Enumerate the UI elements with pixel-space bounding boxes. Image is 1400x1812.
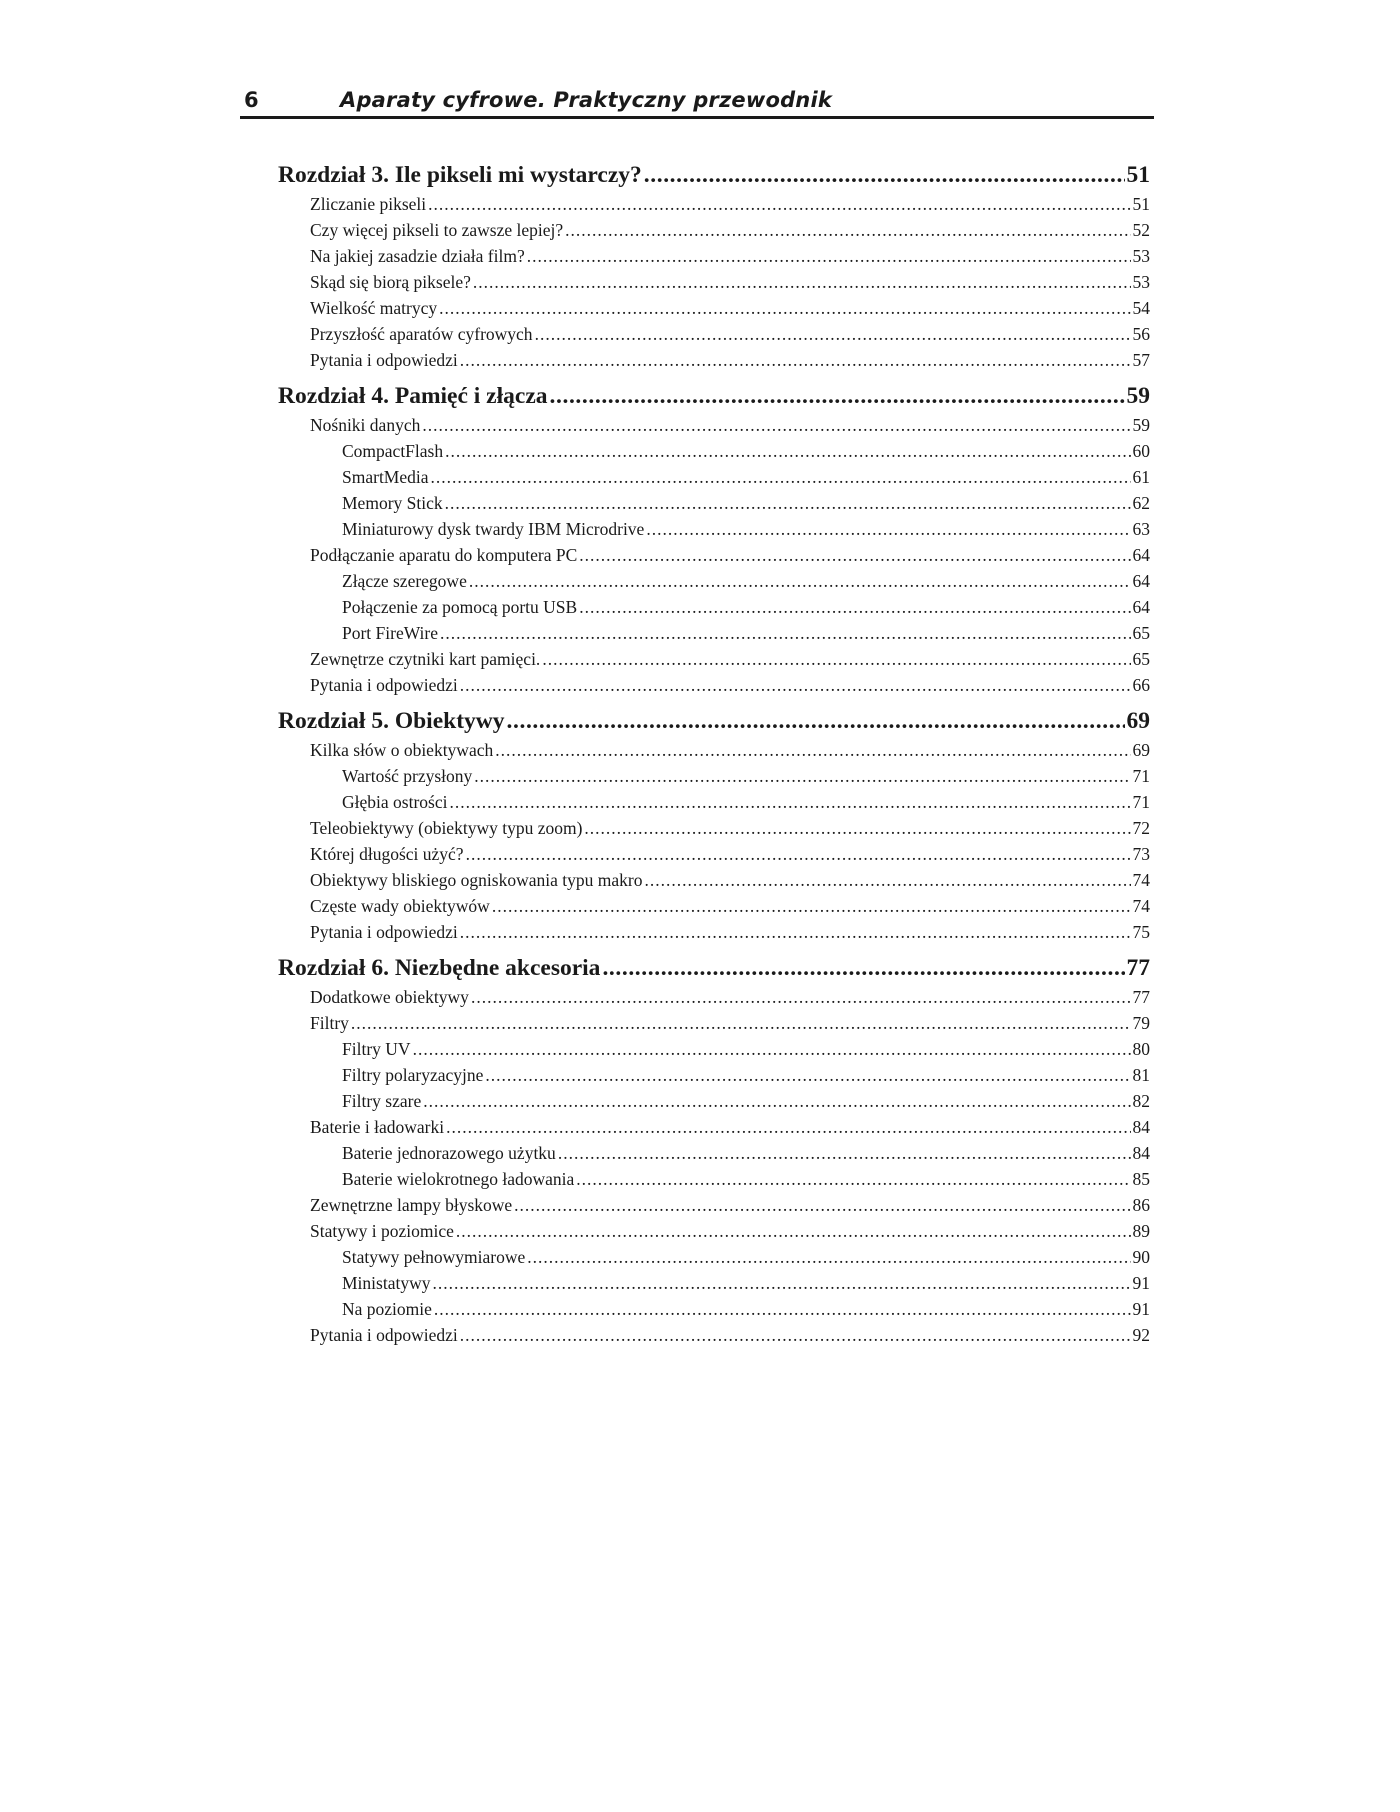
toc-leader-dots xyxy=(456,1218,1131,1244)
toc-leader-dots xyxy=(445,438,1130,464)
toc-entry-title: Podłączanie aparatu do komputera PC xyxy=(310,545,578,565)
toc-entry[interactable] xyxy=(278,646,1150,672)
toc-entry-title: Na jakiej zasadzie działa film? xyxy=(310,246,525,266)
toc-entry-title: Filtry polaryzacyjne xyxy=(342,1065,484,1085)
toc-entry-page: 84 xyxy=(1132,1143,1150,1163)
toc-entry-page: 69 xyxy=(1132,740,1150,760)
toc-entry-page: 74 xyxy=(1132,870,1150,890)
toc-chapter-page: 51 xyxy=(1126,162,1150,188)
toc-chapter-title: Rozdział 3. Ile pikseli mi wystarczy? xyxy=(278,162,642,188)
toc-entry-page: 62 xyxy=(1132,493,1150,513)
toc-entry[interactable] xyxy=(278,295,1150,321)
toc-leader-dots xyxy=(535,321,1131,347)
toc-entry[interactable] xyxy=(278,1296,1150,1322)
toc-leader-dots xyxy=(507,706,1125,737)
toc-leader-dots xyxy=(413,1036,1131,1062)
toc-entry[interactable] xyxy=(278,1218,1150,1244)
toc-entry-page: 53 xyxy=(1132,272,1150,292)
toc-entry-title: Obiektywy bliskiego ogniskowania typu makro xyxy=(310,870,643,890)
toc-entry-title: Kilka słów o obiektywach xyxy=(310,740,494,760)
toc-entry-title: Na poziomie xyxy=(342,1299,432,1319)
toc-chapter-page: 77 xyxy=(1126,955,1150,981)
toc-entry[interactable] xyxy=(278,1192,1150,1218)
toc-leader-dots xyxy=(527,1244,1130,1270)
toc-entry-title: Wielkość matrycy xyxy=(310,298,438,318)
toc-leader-dots xyxy=(432,1270,1130,1296)
toc-leader-dots xyxy=(460,672,1131,698)
toc-leader-dots xyxy=(646,516,1130,542)
toc-entry-title: Złącze szeregowe xyxy=(342,571,467,591)
toc-entry-page: 91 xyxy=(1132,1299,1150,1319)
toc-chapter-page: 69 xyxy=(1126,708,1150,734)
toc-entry[interactable] xyxy=(278,1010,1150,1036)
toc-entry[interactable] xyxy=(278,269,1150,295)
toc-entry-title: Pytania i odpowiedzi xyxy=(310,922,458,942)
toc-leader-dots xyxy=(550,381,1125,412)
toc-entry-title: Filtry szare xyxy=(342,1091,422,1111)
toc-entry[interactable] xyxy=(278,594,1150,620)
toc-entry-page: 79 xyxy=(1132,1013,1150,1033)
toc-leader-dots xyxy=(602,953,1124,984)
toc-entry-title: Głębia ostrości xyxy=(342,792,448,812)
toc-leader-dots xyxy=(422,412,1130,438)
toc-entry-page: 65 xyxy=(1132,649,1150,669)
toc-entry-page: 72 xyxy=(1132,818,1150,838)
toc-entry-page: 56 xyxy=(1132,324,1150,344)
toc-leader-dots xyxy=(445,490,1131,516)
toc-entry[interactable] xyxy=(278,321,1150,347)
toc-entry-title: Częste wady obiektywów xyxy=(310,896,490,916)
toc-entry[interactable] xyxy=(278,568,1150,594)
toc-entry-title: Zliczanie pikseli xyxy=(310,194,427,214)
toc-leader-dots xyxy=(584,815,1130,841)
toc-entry-page: 64 xyxy=(1132,571,1150,591)
toc-entry[interactable] xyxy=(278,516,1150,542)
toc-entry-title: Baterie wielokrotnego ładowania xyxy=(342,1169,575,1189)
toc-entry-title: Statywy i poziomice xyxy=(310,1221,454,1241)
toc-entry-page: 73 xyxy=(1132,844,1150,864)
toc-entry-page: 71 xyxy=(1132,792,1150,812)
toc-leader-dots xyxy=(428,191,1130,217)
toc-entry-page: 63 xyxy=(1132,519,1150,539)
toc-chapter-heading[interactable] xyxy=(278,953,1150,984)
toc-entry-title: Memory Stick xyxy=(342,493,443,513)
toc-entry-title: Statywy pełnowymiarowe xyxy=(342,1247,526,1267)
toc-entry[interactable] xyxy=(278,763,1150,789)
toc-entry[interactable] xyxy=(278,893,1150,919)
toc-leader-dots xyxy=(449,789,1130,815)
toc-entry-page: 60 xyxy=(1132,441,1150,461)
toc-entry-title: Baterie jednorazowego użytku xyxy=(342,1143,556,1163)
toc-entry[interactable] xyxy=(278,412,1150,438)
toc-leader-dots xyxy=(527,243,1131,269)
toc-entry[interactable] xyxy=(278,1140,1150,1166)
toc-entry-page: 90 xyxy=(1132,1247,1150,1267)
toc-entry-title: Port FireWire xyxy=(342,623,439,643)
toc-entry[interactable] xyxy=(278,815,1150,841)
toc-entry[interactable] xyxy=(278,347,1150,373)
toc-chapter-heading[interactable] xyxy=(278,160,1150,191)
toc-entry[interactable] xyxy=(278,984,1150,1010)
toc-entry-title: Ministatywy xyxy=(342,1273,431,1293)
toc-entry[interactable] xyxy=(278,1036,1150,1062)
toc-entry-title: Wartość przysłony xyxy=(342,766,473,786)
toc-chapter-title: Rozdział 4. Pamięć i złącza xyxy=(278,383,548,409)
toc-leader-dots xyxy=(466,841,1131,867)
toc-leader-dots xyxy=(495,737,1130,763)
toc-entry[interactable] xyxy=(278,841,1150,867)
toc-entry[interactable] xyxy=(278,789,1150,815)
toc-entry-page: 71 xyxy=(1132,766,1150,786)
toc-leader-dots xyxy=(485,1062,1130,1088)
toc-chapter-heading[interactable] xyxy=(278,381,1150,412)
toc-leader-dots xyxy=(460,347,1131,373)
toc-entry-page: 65 xyxy=(1132,623,1150,643)
toc-entry-title: SmartMedia xyxy=(342,467,429,487)
table-of-contents xyxy=(278,160,1150,1356)
toc-entry-page: 61 xyxy=(1132,467,1150,487)
toc-chapter-title: Rozdział 6. Niezbędne akcesoria xyxy=(278,955,601,981)
toc-entry[interactable] xyxy=(278,1114,1150,1140)
toc-entry[interactable] xyxy=(278,737,1150,763)
toc-entry-title: Miniaturowy dysk twardy IBM Microdrive xyxy=(342,519,645,539)
toc-entry[interactable] xyxy=(278,672,1150,698)
toc-entry-title: Pytania i odpowiedzi xyxy=(310,350,458,370)
toc-entry[interactable] xyxy=(278,867,1150,893)
page-number: 6 xyxy=(244,88,259,112)
toc-entry-page: 89 xyxy=(1132,1221,1150,1241)
toc-chapter-title: Rozdział 5. Obiektywy xyxy=(278,708,505,734)
toc-entry[interactable] xyxy=(278,620,1150,646)
toc-leader-dots xyxy=(579,542,1130,568)
toc-leader-dots xyxy=(469,568,1131,594)
toc-entry[interactable] xyxy=(278,919,1150,945)
toc-chapter xyxy=(278,706,1150,945)
toc-entry[interactable] xyxy=(278,542,1150,568)
toc-entry[interactable] xyxy=(278,490,1150,516)
toc-chapter-heading[interactable] xyxy=(278,706,1150,737)
toc-entry[interactable] xyxy=(278,1322,1150,1348)
toc-entry-title: Połączenie za pomocą portu USB xyxy=(342,597,578,617)
toc-entry-page: 54 xyxy=(1132,298,1150,318)
toc-entry-page: 91 xyxy=(1132,1273,1150,1293)
toc-entry-page: 66 xyxy=(1132,675,1150,695)
toc-leader-dots xyxy=(446,1114,1130,1140)
toc-leader-dots xyxy=(644,867,1130,893)
toc-leader-dots xyxy=(423,1088,1130,1114)
toc-entry-title: Której długości użyć? xyxy=(310,844,464,864)
toc-entry-title: Skąd się biorą piksele? xyxy=(310,272,471,292)
toc-entry[interactable] xyxy=(278,1088,1150,1114)
toc-entry[interactable] xyxy=(278,1166,1150,1192)
toc-entry[interactable] xyxy=(278,438,1150,464)
toc-entry-title: Zewnętrzne lampy błyskowe xyxy=(310,1195,513,1215)
toc-leader-dots xyxy=(579,594,1130,620)
toc-entry[interactable] xyxy=(278,1062,1150,1088)
toc-entry-page: 64 xyxy=(1132,545,1150,565)
toc-entry[interactable] xyxy=(278,243,1150,269)
toc-entry-title: Czy więcej pikseli to zawsze lepiej? xyxy=(310,220,564,240)
toc-entry[interactable] xyxy=(278,191,1150,217)
toc-entry-title: Zewnętrze czytniki kart pamięci. xyxy=(310,649,541,669)
toc-leader-dots xyxy=(440,620,1130,646)
toc-entry-page: 52 xyxy=(1132,220,1150,240)
toc-entry-page: 86 xyxy=(1132,1195,1150,1215)
toc-entry-page: 77 xyxy=(1132,987,1150,1007)
toc-leader-dots xyxy=(492,893,1131,919)
toc-leader-dots xyxy=(471,984,1131,1010)
toc-entry[interactable] xyxy=(278,1270,1150,1296)
toc-leader-dots xyxy=(460,919,1131,945)
toc-leader-dots xyxy=(542,646,1130,672)
toc-entry-title: CompactFlash xyxy=(342,441,444,461)
toc-entry-page: 85 xyxy=(1132,1169,1150,1189)
toc-chapter xyxy=(278,160,1150,373)
toc-entry-page: 74 xyxy=(1132,896,1150,916)
toc-leader-dots xyxy=(514,1192,1130,1218)
toc-entry-page: 57 xyxy=(1132,350,1150,370)
toc-chapter-page: 59 xyxy=(1126,383,1150,409)
toc-entry-page: 51 xyxy=(1132,194,1150,214)
toc-entry-page: 80 xyxy=(1132,1039,1150,1059)
toc-entry[interactable] xyxy=(278,1244,1150,1270)
toc-entry-title: Nośniki danych xyxy=(310,415,421,435)
toc-leader-dots xyxy=(431,464,1131,490)
toc-leader-dots xyxy=(439,295,1130,321)
toc-leader-dots xyxy=(434,1296,1131,1322)
toc-leader-dots xyxy=(558,1140,1131,1166)
toc-entry-title: Filtry UV xyxy=(342,1039,411,1059)
toc-entry-page: 84 xyxy=(1132,1117,1150,1137)
toc-entry-page: 59 xyxy=(1132,415,1150,435)
toc-chapter xyxy=(278,381,1150,698)
toc-entry-title: Pytania i odpowiedzi xyxy=(310,1325,458,1345)
toc-entry-title: Dodatkowe obiektywy xyxy=(310,987,469,1007)
toc-leader-dots xyxy=(474,763,1130,789)
toc-entry[interactable] xyxy=(278,217,1150,243)
toc-entry-title: Przyszłość aparatów cyfrowych xyxy=(310,324,533,344)
toc-chapter xyxy=(278,953,1150,1348)
running-header xyxy=(240,84,1154,119)
toc-entry-page: 53 xyxy=(1132,246,1150,266)
toc-entry-title: Pytania i odpowiedzi xyxy=(310,675,458,695)
toc-entry-page: 75 xyxy=(1132,922,1150,942)
toc-leader-dots xyxy=(351,1010,1131,1036)
toc-entry-page: 82 xyxy=(1132,1091,1150,1111)
toc-entry-page: 92 xyxy=(1132,1325,1150,1345)
toc-leader-dots xyxy=(473,269,1131,295)
toc-entry-page: 81 xyxy=(1132,1065,1150,1085)
toc-entry-title: Teleobiektywy (obiektywy typu zoom) xyxy=(310,818,583,838)
toc-leader-dots xyxy=(565,217,1130,243)
toc-entry-title: Filtry xyxy=(310,1013,349,1033)
toc-entry-page: 64 xyxy=(1132,597,1150,617)
toc-leader-dots xyxy=(460,1322,1131,1348)
book-title: Aparaty cyfrowe. Praktyczny przewodnik xyxy=(340,88,833,112)
toc-entry[interactable] xyxy=(278,464,1150,490)
toc-leader-dots xyxy=(644,160,1125,191)
toc-leader-dots xyxy=(576,1166,1130,1192)
toc-entry-title: Baterie i ładowarki xyxy=(310,1117,445,1137)
